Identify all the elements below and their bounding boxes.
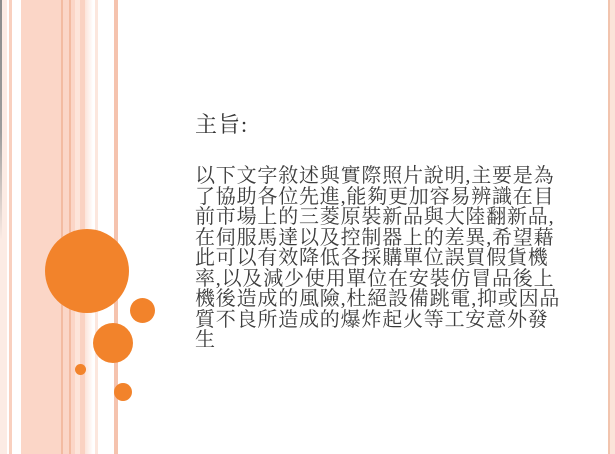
decorative-circle [93, 323, 133, 363]
decorative-circle [45, 229, 129, 313]
right-stripe-decoration [608, 0, 615, 454]
left-stripe-decoration [0, 0, 120, 454]
body-line: 機後造成的風險,杜絕設備跳電,抑或因品 [195, 288, 561, 310]
body-line: 率,以及減少使用單位在安裝仿冒品後上 [195, 267, 555, 290]
body-line: 生 [195, 329, 216, 351]
decorative-circle [114, 383, 132, 401]
slide-body [195, 165, 561, 351]
decorative-circle [75, 364, 86, 375]
body-line: 質不良所造成的爆炸起火等工安意外發 [195, 308, 549, 331]
body-line: 在伺服馬達以及控制器上的差異,希望藉 [195, 226, 555, 249]
body-line: 此可以有效降低各採購單位誤買假貨機 [195, 247, 549, 269]
slide-title: 主旨: [195, 112, 249, 137]
decorative-circle [130, 298, 155, 323]
body-line: 前市場上的三菱原裝新品與大陸翻新品, [195, 206, 555, 228]
window-edge-line [0, 0, 2, 240]
body-line: 了協助各位先進,能夠更加容易辨識在目 [195, 185, 555, 208]
body-line: 以下文字敘述與實際照片說明,主要是為 [195, 165, 555, 187]
